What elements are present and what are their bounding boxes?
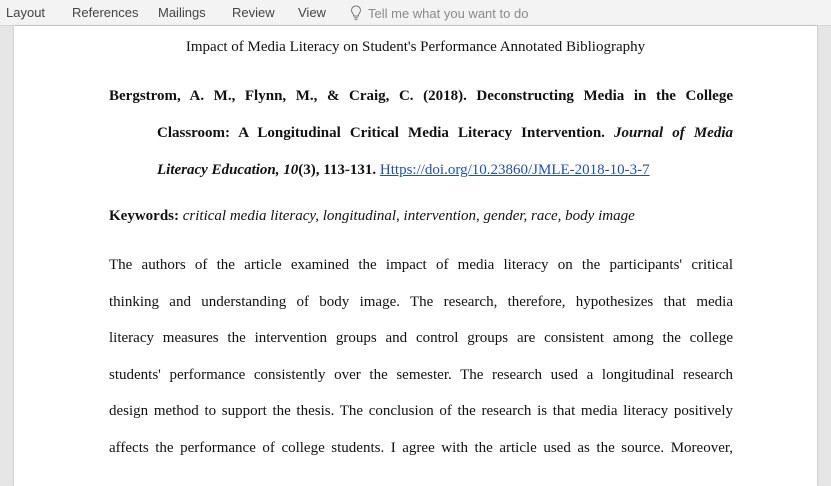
keywords-list: critical media literacy, longitudinal, intervention, gender, race, body image: [182, 208, 635, 224]
body-text-line: literacy measures the intervention groups and control groups are consistent among the college: [109, 330, 733, 346]
document-page[interactable]: [14, 26, 817, 486]
tell-me-label: Tell me what you want to do: [368, 5, 529, 21]
reference-line-3: [157, 161, 650, 179]
ribbon-tab-bar: [0, 0, 831, 26]
lightbulb-icon: [350, 5, 362, 21]
tab-view[interactable]: View: [298, 5, 326, 20]
tab-mailings[interactable]: Mailings: [158, 5, 206, 20]
body-text-line: affects the performance of college students. I agree with the article used as the source. Moreover,: [109, 440, 733, 456]
reference-pages: (3), 113-131.: [298, 162, 377, 178]
tell-me-search[interactable]: [350, 4, 528, 22]
body-text-line: students' performance consistently over the semester. The research used a longitudinal research: [109, 367, 733, 383]
reference-volume: 10: [283, 162, 299, 178]
reference-line-1: Bergstrom, A. M., Flynn, M., & Craig, C. (2018). Deconstructing Media in the College: [109, 88, 733, 104]
doi-link[interactable]: Https://doi.org/10.23860/JMLE-2018-10-3-7: [379, 162, 650, 178]
reference-journal-start: Journal of Media: [613, 125, 733, 141]
body-text-line: design method to support the thesis. The conclusion of the research is that media literacy positively: [109, 403, 733, 419]
body-text-line: thinking and understanding of body image. The research, therefore, hypothesizes that media: [109, 294, 733, 310]
reference-article-title: Classroom: A Longitudinal Critical Media Literacy Intervention.: [157, 125, 605, 141]
tab-review[interactable]: Review: [232, 5, 275, 20]
body-text-line: The authors of the article examined the impact of media literacy on the participants' critical: [109, 257, 733, 273]
keywords-line: [109, 207, 635, 225]
tab-layout[interactable]: Layout: [6, 5, 46, 20]
document-title: Impact of Media Literacy on Student's Performance Annotated Bibliography: [185, 39, 646, 55]
tab-references[interactable]: References: [72, 5, 139, 20]
keywords-label: Keywords:: [109, 208, 179, 224]
reference-line-2: [157, 124, 733, 142]
reference-journal-end: Literacy Education,: [157, 162, 280, 178]
